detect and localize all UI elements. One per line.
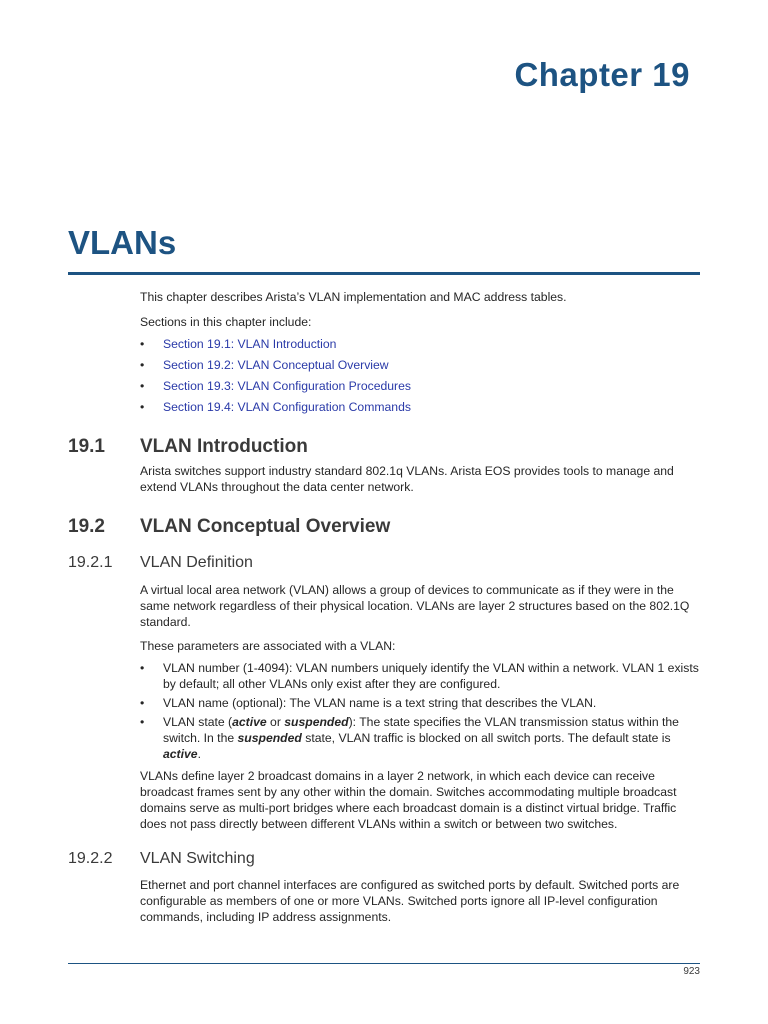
toc-item [140, 399, 700, 415]
broadcast-domains-paragraph: VLANs define layer 2 broadcast domains in a layer 2 network, in which each device can receive broadcast frames sent by any other within the domain. Switches accommodating multiple broadcast domains serve as multi-port bridges where each broadcast domain is a distinct virtual bridge. Traffic does not pass directly between different VLANs within a switch or between two switches. [140, 769, 677, 831]
section-number: 19.1 [68, 436, 105, 457]
section-title: VLAN Introduction [140, 436, 308, 457]
definition-paragraph: A virtual local area network (VLAN) allows a group of devices to communicate as if they were in the same network regardless of their physical location. VLANs are layer 2 structures based on the 802.1Q standard. [140, 583, 690, 629]
subsection-number: 19.2.1 [68, 554, 113, 571]
subsection-title: VLAN Switching [140, 850, 255, 867]
text-run: VLAN state ( [163, 715, 233, 729]
param-vlan-number: • VLAN number (1-4094): VLAN numbers uniquely identify the VLAN within a network. VLAN 1 exists by default; all other VLANs only exist after they are configured. [140, 660, 700, 692]
section-list [140, 336, 700, 415]
parameter-list [140, 660, 700, 762]
switching-paragraph: Ethernet and port channel interfaces are configured as switched ports by default. Switched ports are configurable as members of one or more VLANs. Switched ports ignore all IP-level configuration commands, including IP address assignments. [140, 878, 680, 924]
intro-body: Arista switches support industry standard 802.1q VLANs. Arista EOS provides tools to manage and extend VLANs throughout the data center network. [140, 464, 674, 494]
section-19-2-2-body [140, 877, 700, 925]
parameters-intro: These parameters are associated with a VLAN: [140, 639, 396, 653]
toc-item [140, 357, 700, 373]
toc-item [140, 336, 700, 352]
subsection-heading-19-2-2 [68, 850, 255, 868]
param-vlan-name: • VLAN name (optional): The VLAN name is a text string that describes the VLAN. [140, 695, 700, 711]
emphasis-active: active [163, 747, 198, 761]
toc-item [140, 378, 700, 394]
section-19-2-1-body [140, 582, 700, 832]
subsection-number: 19.2.2 [68, 850, 113, 867]
text-run: state, VLAN traffic is blocked on all switch ports. The default state is [301, 731, 671, 745]
text-run: . [197, 747, 201, 761]
section-heading-19-2 [68, 516, 390, 538]
emphasis-active: active [232, 715, 267, 729]
page-number: 923 [683, 966, 700, 977]
footer-divider [68, 963, 700, 964]
chapter-label: Chapter 19 [514, 56, 690, 93]
title-divider [68, 272, 700, 275]
intro-paragraph: This chapter describes Arista’s VLAN implementation and MAC address tables. [140, 290, 567, 304]
section-title: VLAN Conceptual Overview [140, 516, 391, 537]
intro-section [140, 289, 700, 420]
sections-intro: Sections in this chapter include: [140, 315, 312, 329]
emphasis-suspended: suspended [237, 731, 302, 745]
subsection-title: VLAN Definition [140, 554, 253, 571]
text-run: ): The state specifies the VLAN transmission status within the switch. In the [163, 715, 679, 745]
param-vlan-state [140, 714, 700, 762]
toc-link-19-3[interactable]: Section 19.3: VLAN Configuration Procedures [163, 379, 411, 393]
section-19-1-body [140, 463, 700, 495]
section-heading-19-1 [68, 436, 308, 458]
toc-link-19-2[interactable]: Section 19.2: VLAN Conceptual Overview [163, 358, 389, 372]
section-number: 19.2 [68, 516, 105, 537]
toc-link-19-4[interactable]: Section 19.4: VLAN Configuration Commands [163, 400, 411, 414]
subsection-heading-19-2-1 [68, 554, 253, 572]
text-run: or [266, 715, 285, 729]
emphasis-suspended: suspended [284, 715, 349, 729]
chapter-title: VLANs [68, 224, 177, 261]
toc-link-19-1[interactable]: Section 19.1: VLAN Introduction [163, 337, 337, 351]
